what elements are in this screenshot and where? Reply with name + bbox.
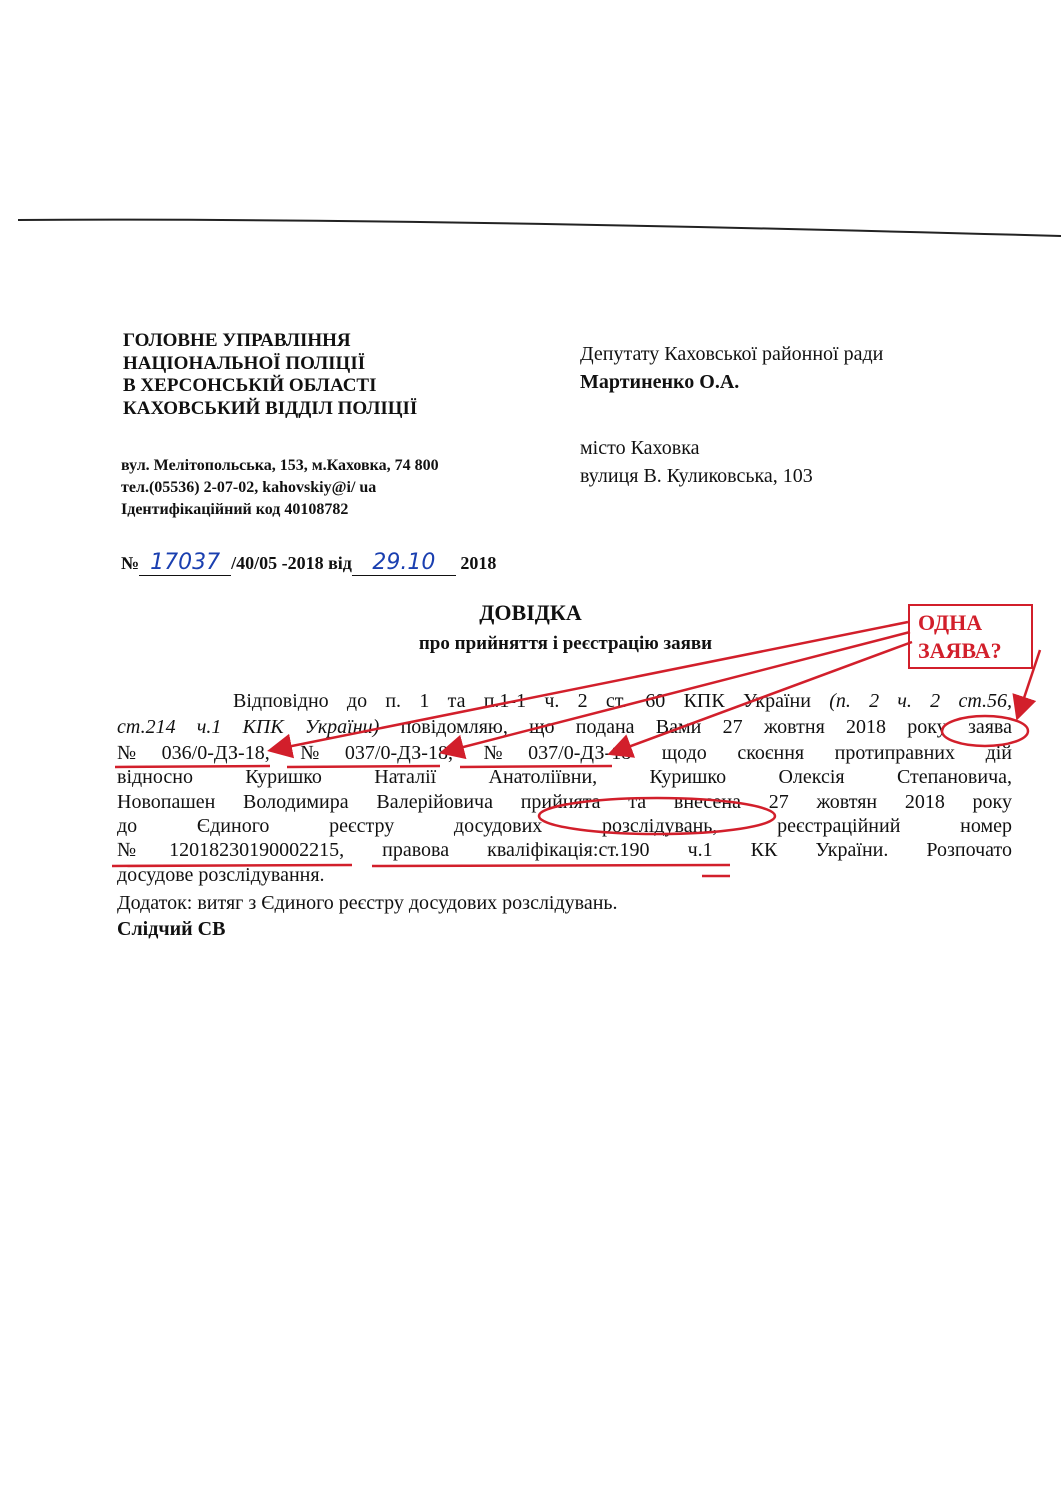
body-line-1: Відповідно до п. 1 та п.1-1 ч. 2 ст. 60 КПК України (п. 2 ч. 2 ст.56,: [233, 690, 1013, 712]
annotation-arrow: [1018, 650, 1040, 716]
registration-prefix: №: [121, 553, 140, 573]
body-line-4: відносно Куришко Наталії Анатоліївни, Куришко Олексія Степановича,: [117, 766, 1012, 788]
body-line-8: досудове розслідування.: [117, 864, 325, 886]
sender-id-code: Ідентифікаційний код 40108782: [121, 501, 349, 518]
annotation-underline: [287, 766, 440, 767]
sender-line: НАЦІОНАЛЬНОЇ ПОЛІЦІЇ: [123, 352, 366, 374]
annotation-ellipse: [539, 798, 775, 834]
body-line-7: №12018230190002215, правова кваліфікація:ст.190 ч.1 КК України. Розпочато: [117, 839, 1012, 861]
attachment-line: Додаток: витяг з Єдиного реєстру досудових розслідувань.: [117, 892, 618, 914]
sender-line: ГОЛОВНЕ УПРАВЛІННЯ: [123, 330, 351, 351]
sender-address: вул. Мелітопольська, 153, м.Каховка, 74 800: [121, 457, 439, 474]
body-line-2: ст.214 ч.1 КПК України) повідомляю, що подана Вами 27 жовтня 2018 року заява: [117, 716, 1012, 738]
body-line-6: до Єдиного реєстру досудових розслідувань, реєстраційний номер: [117, 815, 1012, 837]
sender-phone-email: тел.(05536) 2-07-02, kahovskiy@i/ ua: [121, 479, 377, 496]
signature-line: Слідчий СВ: [117, 918, 226, 940]
callout-line: ОДНА: [918, 610, 983, 635]
document-title: ДОВІДКА: [479, 600, 582, 625]
annotation-underline: [460, 766, 612, 767]
sender-line: КАХОВСЬКИЙ ВІДДІЛ ПОЛІЦІЇ: [123, 397, 418, 419]
recipient-city: місто Каховка: [580, 437, 700, 459]
annotation-underline: [112, 865, 352, 866]
recipient-name: Мартиненко О.А.: [580, 371, 740, 393]
body-line-5: Новопашен Володимира Валерійовича прийнята та внесена 27 жовтян 2018 року: [117, 791, 1012, 813]
sender-line: В ХЕРСОНСЬКІЙ ОБЛАСТІ: [123, 375, 377, 396]
annotation-ellipse: [942, 716, 1028, 746]
recipient-street: вулиця В. Куликовська, 103: [580, 465, 813, 487]
registration-suffix: /40/05 -2018 від: [231, 553, 352, 573]
annotation-underline: [372, 865, 730, 866]
recipient-position: Депутату Каховської районної ради: [580, 343, 884, 365]
body-line-3: №036/0-ДЗ-18, №037/0-ДЗ-18, №037/0-ДЗ-18 щодо скоєння протиправних дій: [117, 742, 1012, 764]
annotation-underline: [115, 766, 270, 767]
registration-date: 29.10: [372, 550, 436, 575]
annotation-arrow: [444, 632, 910, 752]
registration-number: 17037: [150, 550, 221, 575]
callout-line: ЗАЯВА?: [918, 638, 1002, 663]
registration-year: 2018: [460, 553, 497, 573]
annotation-arrow: [272, 622, 908, 750]
document-subtitle: про прийняття і реєстрацію заяви: [418, 633, 713, 654]
